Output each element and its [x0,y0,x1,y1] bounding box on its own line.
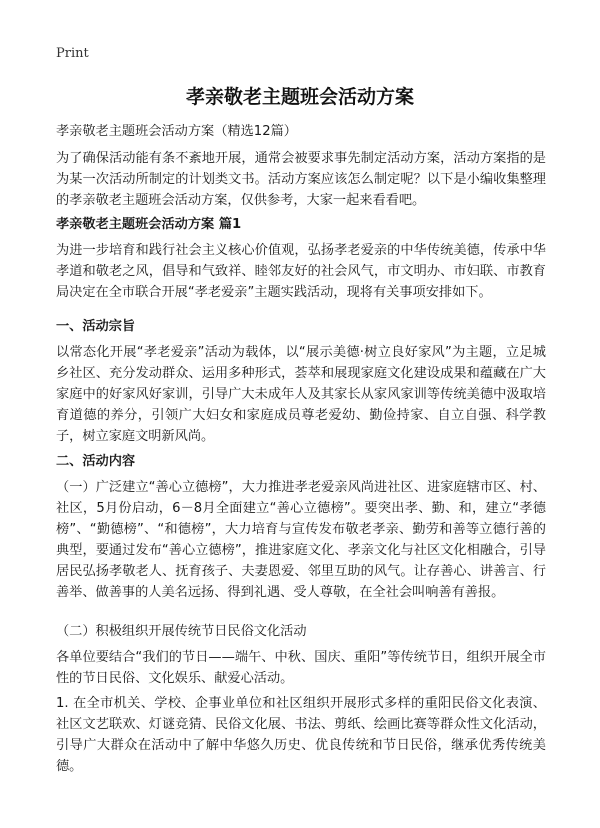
subheading-traditional-festivals: （二）积极组织开展传统节日民俗文化活动 [56,624,307,639]
page-title: 孝亲敬老主题班会活动方案 [185,86,414,108]
intro-paragraph: 为了确保活动能有条不紊地开展，通常会被要求事先制定活动方案，活动方案指的是为某一次活动所制定的计划类文书。活动方案应该怎么制定呢？以下是小编收集整理的孝亲敬老主题班会活动方案，仅供参考，大家一起来看看吧。 [56,151,546,208]
paragraph-1: 为进一步培育和践行社会主义核心价值观，弘扬孝老爱亲的中华传统美德，传承中华孝道和敬老之风，倡导和气致祥、睦邻友好的社会风气，市文明办、市妇联、市教育局决定在全市联合开展“孝老爱亲”主题实践活动，现将有关事项安排如下。 [56,243,546,300]
print-link[interactable]: Print [56,46,89,61]
paragraph-3: （一）广泛建立“善心立德榜”，大力推进孝老爱亲风尚进社区、进家庭辖市区、村、社区，5月份启动，6－8月全面建立“善心立德榜”。要突出孝、勤、和，建立“孝德榜”、“勤德榜”、“和德榜”，大力培育与宣传发布敬老孝亲、勤劳和善等立德行善的典型，要通过发布“善心立德榜”，推进家庭文化、孝亲文化与社区文化相融合，引导居民弘扬孝敬老人、抚育孩子、夫妻恩爱、邻里互助的风气。让存善心、讲善言、行善举、做善事的人美名远扬、得到礼遇、受人尊敬，在全社会叫响善有善报。 [56,480,546,600]
doc-subtitle: 孝亲敬老主题班会活动方案（精选12篇） [56,124,297,139]
paragraph-5: 1. 在全市机关、学校、企事业单位和社区组织开展形式多样的重阳民俗文化表演、社区文艺联欢、灯谜竞猜、民俗文化展、书法、剪纸、绘画比赛等群众性文化活动，引导广大群众在活动中了解中华悠久历史、优良传统和节日民俗，继承优秀传统美德。 [56,696,546,774]
paragraph-4: 各单位要结合“我们的节日——端午、中秋、国庆、重阳”等传统节日，组织开展全市性的节日民俗、文化娱乐、献爱心活动。 [56,650,546,686]
heading-activity-content: 二、活动内容 [56,454,136,469]
paragraph-2: 以常态化开展“孝老爱亲”活动为载体，以“展示美德·树立良好家风”为主题，立足城乡社区、充分发动群众、运用多种形式，荟萃和展现家庭文化建设成果和蕴藏在广大家庭中的好家风好家训，引导广大未成年人及其家长从家风家训等传统美德中汲取培育道德的养分，引领广大妇女和家庭成员尊老爱幼、勤俭持家、自立自强、科学教子，树立家庭文明新风尚。 [56,345,546,444]
section-heading-pian1: 孝亲敬老主题班会活动方案 篇1 [56,217,242,232]
heading-activity-purpose: 一、活动宗旨 [56,319,136,334]
